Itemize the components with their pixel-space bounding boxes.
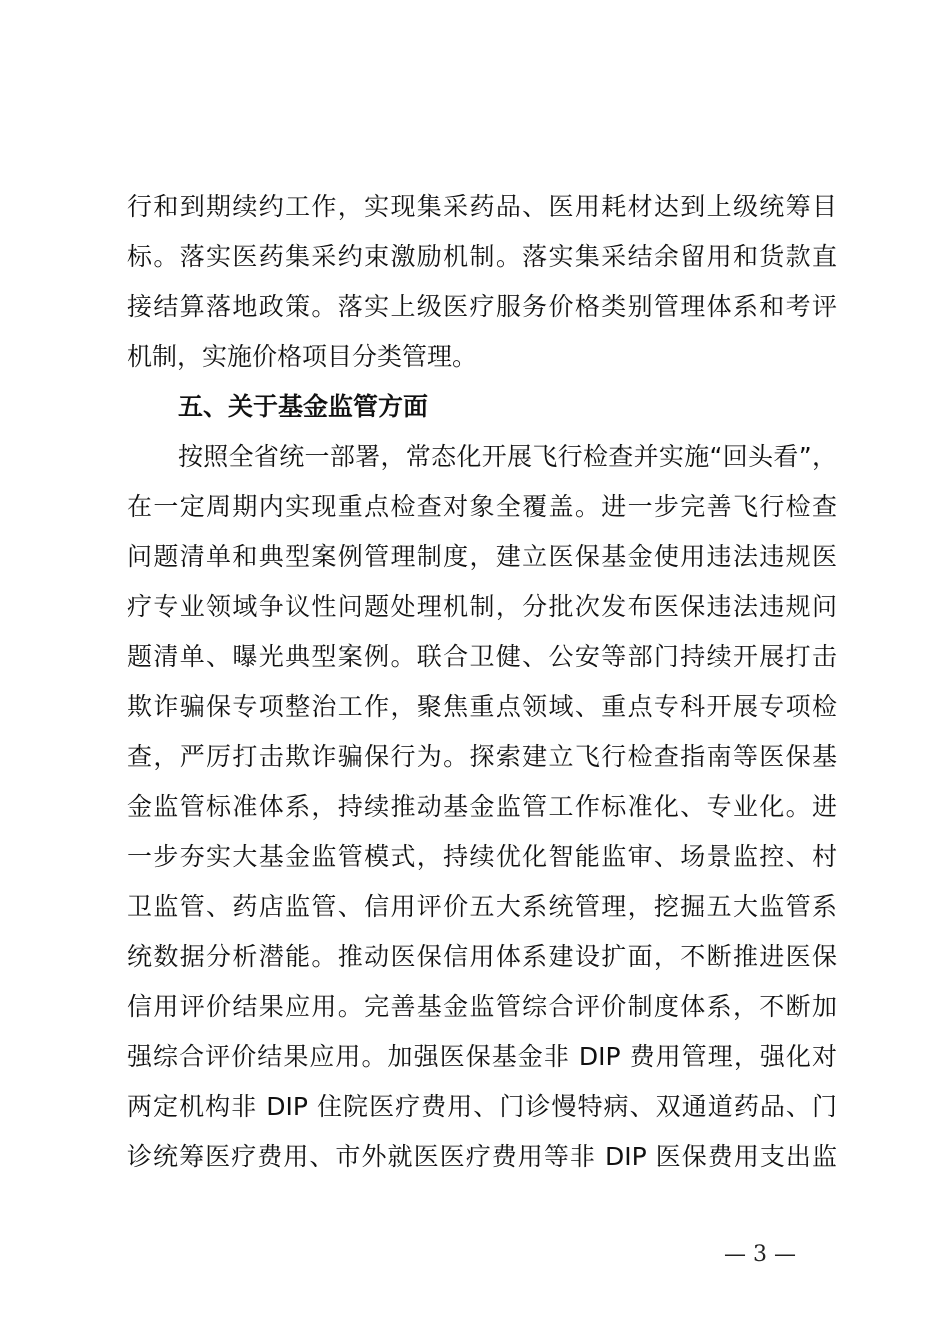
paragraph-line: 机制，实施价格项目分类管理。 — [127, 342, 478, 371]
paragraph-line: 问题清单和典型案例管理制度，建立医保基金使用违法违规医 — [127, 542, 837, 571]
paragraph-line: 强综合评价结果应用。加强医保基金非 DIP 费用管理，强化对 — [127, 1042, 837, 1071]
section-heading: 五、关于基金监管方面 — [178, 392, 429, 421]
paragraph-line: 诊统筹医疗费用、市外就医医疗费用等非 DIP 医保费用支出监 — [127, 1142, 837, 1171]
page-number: — 3 — — [724, 1242, 796, 1267]
paragraph-line: 卫监管、药店监管、信用评价五大系统管理，挖掘五大监管系 — [127, 892, 837, 921]
paragraph-line: 按照全省统一部署，常态化开展飞行检查并实施“回头看”， — [178, 442, 837, 471]
paragraph-line: 标。落实医药集采约束激励机制。落实集采结余留用和货款直 — [127, 242, 837, 271]
paragraph-line: 金监管标准体系，持续推动基金监管工作标准化、专业化。进 — [127, 792, 837, 821]
paragraph-line: 信用评价结果应用。完善基金监管综合评价制度体系，不断加 — [127, 992, 837, 1021]
paragraph-line: 行和到期续约工作，实现集采药品、医用耗材达到上级统筹目 — [127, 192, 837, 221]
paragraph-line: 在一定周期内实现重点检查对象全覆盖。进一步完善飞行检查 — [127, 492, 837, 521]
paragraph-line: 题清单、曝光典型案例。联合卫健、公安等部门持续开展打击 — [127, 642, 837, 671]
paragraph-line: 查，严厉打击欺诈骗保行为。探索建立飞行检查指南等医保基 — [127, 742, 837, 771]
paragraph-line: 统数据分析潜能。推动医保信用体系建设扩面，不断推进医保 — [127, 942, 837, 971]
paragraph-line: 疗专业领域争议性问题处理机制，分批次发布医保违法违规问 — [127, 592, 837, 621]
paragraph-line: 两定机构非 DIP 住院医疗费用、门诊慢特病、双通道药品、门 — [127, 1092, 837, 1121]
paragraph-line: 欺诈骗保专项整治工作，聚焦重点领域、重点专科开展专项检 — [127, 692, 837, 721]
paragraph-line: 一步夯实大基金监管模式，持续优化智能监审、场景监控、村 — [127, 842, 837, 871]
paragraph-line: 接结算落地政策。落实上级医疗服务价格类别管理体系和考评 — [127, 292, 837, 321]
